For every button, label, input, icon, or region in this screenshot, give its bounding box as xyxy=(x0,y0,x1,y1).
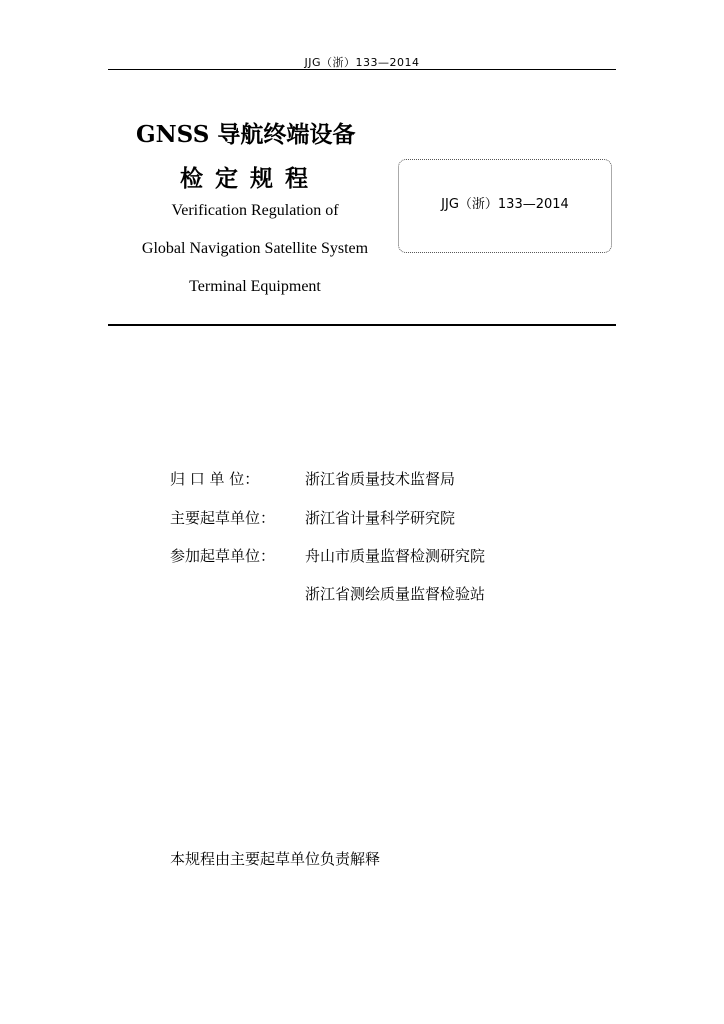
title-english-line-1: Verification Regulation of xyxy=(171,202,339,219)
regulation-code: JJG（浙）133—2014 xyxy=(441,197,569,212)
main-drafter-label: 主要起草单位： xyxy=(170,509,276,527)
header-rule xyxy=(108,69,616,70)
running-header: JJG（浙）133—2014 xyxy=(304,56,420,69)
participant-value-1: 舟山市质量监督检测研究院 xyxy=(305,547,486,565)
title-english-line-3: Terminal Equipment xyxy=(189,278,321,295)
responsible-unit-value: 浙江省质量技术监督局 xyxy=(305,470,456,488)
title-rule xyxy=(108,324,616,326)
participant-label: 参加起草单位： xyxy=(170,547,276,565)
main-drafter-value: 浙江省计量科学研究院 xyxy=(305,509,456,527)
participant-value-2: 浙江省测绘质量监督检验站 xyxy=(305,585,486,603)
subtitle-chinese: 检定规程 xyxy=(180,166,320,192)
responsible-unit-label: 归 口 单 位： xyxy=(170,470,260,488)
interpretation-note: 本规程由主要起草单位负责解释 xyxy=(170,850,381,868)
title-chinese: GNSS 导航终端设备 xyxy=(136,121,356,148)
title-english-line-2: Global Navigation Satellite System xyxy=(141,240,369,257)
